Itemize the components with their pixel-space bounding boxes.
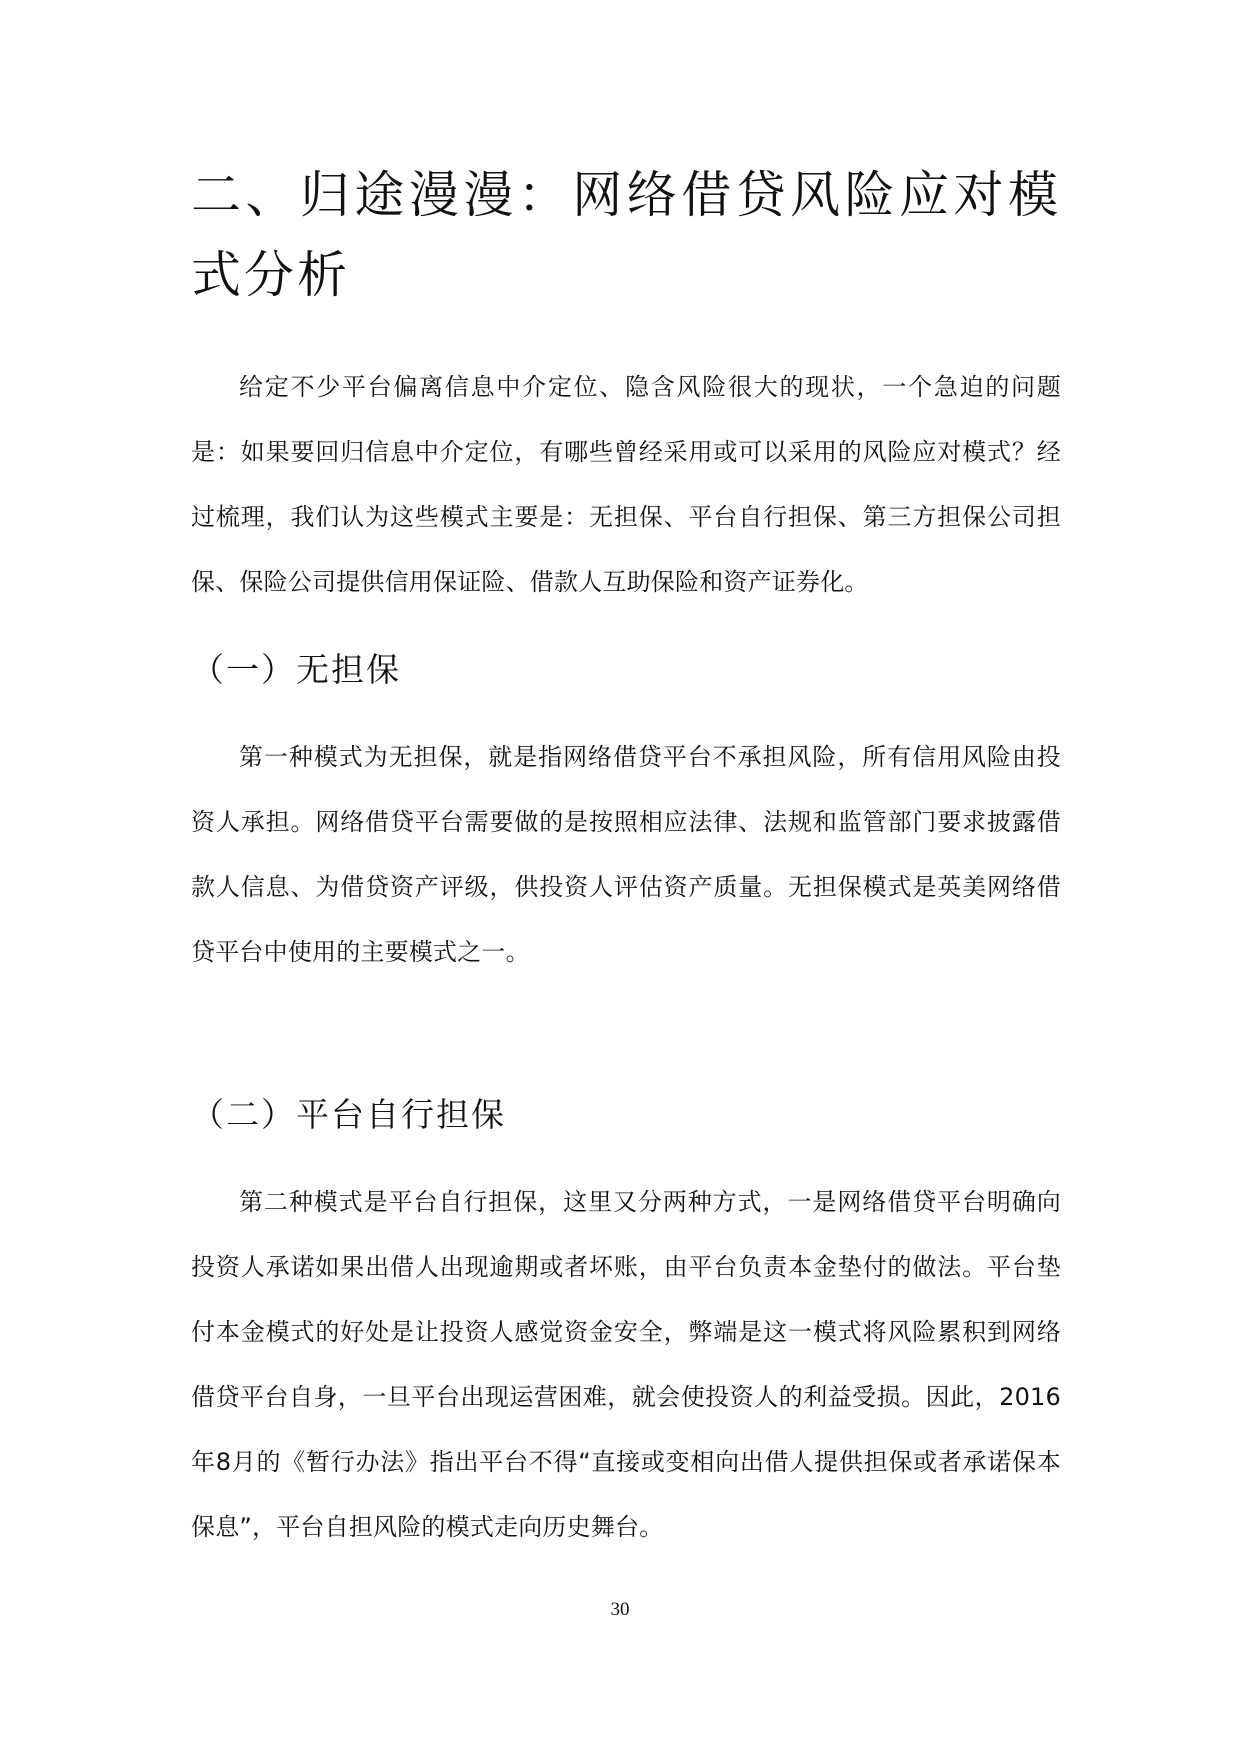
section-heading-no-guarantee: （一）无担保 [191, 650, 401, 689]
page-number: 30 [610, 1599, 630, 1620]
section-paragraph-platform-guarantee: 第二种模式是平台自行担保，这里又分两种方式，一是网络借贷平台明确向投资人承诺如果出借人出现逾期或者坏账，由平台负责本金垫付的做法。平台垫付本金模式的好处是让投资人感觉资金安全，弊端是这一模式将风险累积到网络借贷平台自身，一旦平台出现运营困难，就会使投资人的利益受损。因此，2016年8月的《暂行办法》指出平台不得“直接或变相向出借人提供担保或者承诺保本保息”，平台自担风险的模式走向历史舞台。 [191, 1188, 1061, 1541]
document-content [191, 155, 1061, 1560]
section-heading-platform-guarantee: （二）平台自行担保 [191, 1095, 506, 1134]
section-paragraph-no-guarantee: 第一种模式为无担保，就是指网络借贷平台不承担风险，所有信用风险由投资人承担。网络借贷平台需要做的是按照相应法律、法规和监管部门要求披露借款人信息、为借贷资产评级，供投资人评估资产质量。无担保模式是英美网络借贷平台中使用的主要模式之一。 [191, 743, 1061, 966]
intro-paragraph: 给定不少平台偏离信息中介定位、隐含风险很大的现状，一个急迫的问题是：如果要回归信息中介定位，有哪些曾经采用或可以采用的风险应对模式？经过梳理，我们认为这些模式主要是：无担保、平台自行担保、第三方担保公司担保、保险公司提供信用保证险、借款人互助保险和资产证券化。 [191, 373, 1061, 596]
chapter-title: 二、归途漫漫：网络借贷风险应对模式分析 [191, 166, 1061, 304]
